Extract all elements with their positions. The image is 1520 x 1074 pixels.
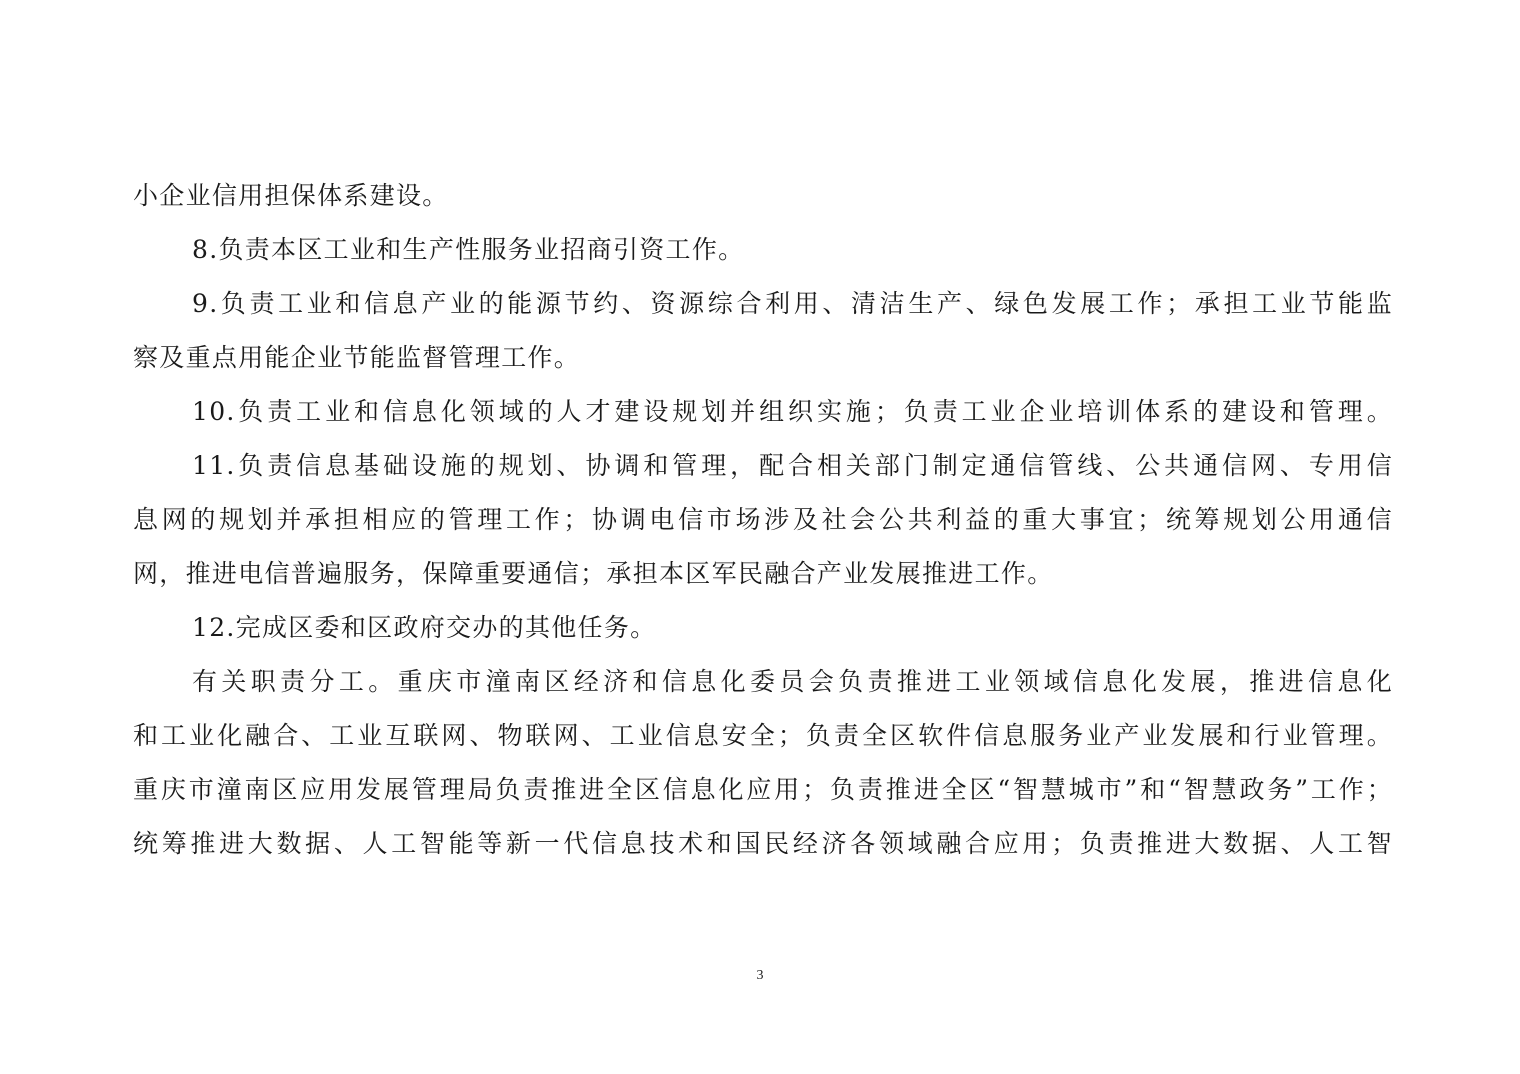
- body-line: 11.负责信息基础设施的规划、协调和管理，配合相关部门制定通信管线、公共通信网、专用信: [192, 451, 1393, 480]
- body-line: 网，推进电信普遍服务，保障重要通信；承担本区军民融合产业发展推进工作。: [133, 559, 1054, 588]
- body-line: 统筹推进大数据、人工智能等新一代信息技术和国民经济各领域融合应用；负责推进大数据、人工智: [133, 829, 1393, 858]
- body-line: 小企业信用担保体系建设。: [133, 181, 449, 210]
- body-line: 12.完成区委和区政府交办的其他任务。: [192, 613, 657, 642]
- body-line: 息网的规划并承担相应的管理工作；协调电信市场涉及社会公共利益的重大事宜；统筹规划公用通信: [133, 505, 1393, 534]
- page-number: 3: [756, 968, 764, 983]
- body-line: 和工业化融合、工业互联网、物联网、工业信息安全；负责全区软件信息服务业产业发展和行业管理。: [133, 721, 1393, 750]
- body-line: 重庆市潼南区应用发展管理局负责推进全区信息化应用；负责推进全区“智慧城市”和“智慧政务”工作；: [133, 775, 1393, 804]
- body-line: 9.负责工业和信息产业的能源节约、资源综合利用、清洁生产、绿色发展工作；承担工业节能监: [192, 289, 1393, 318]
- body-line: 察及重点用能企业节能监督管理工作。: [133, 343, 581, 372]
- body-line: 10.负责工业和信息化领域的人才建设规划并组织实施；负责工业企业培训体系的建设和管理。: [192, 397, 1393, 426]
- body-line: 8.负责本区工业和生产性服务业招商引资工作。: [192, 235, 745, 264]
- body-line: 有关职责分工。重庆市潼南区经济和信息化委员会负责推进工业领域信息化发展，推进信息化: [192, 667, 1393, 696]
